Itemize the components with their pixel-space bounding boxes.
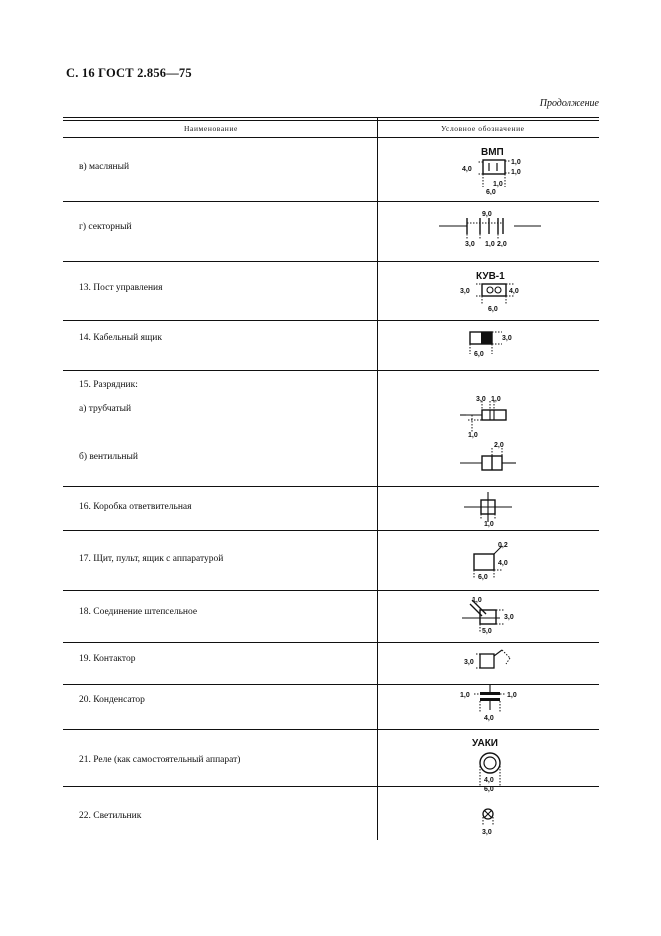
dim-label: 6,0 <box>474 351 484 358</box>
symbol-sector-switch <box>437 205 545 247</box>
dim-label: 4,0 <box>484 715 494 722</box>
row-label-arrester: 15. Разрядник: <box>79 380 138 390</box>
dim-label: 9,0 <box>482 211 492 218</box>
row-divider <box>63 530 599 531</box>
table-top-rule <box>63 117 599 118</box>
dim-label: 3,0 <box>465 241 475 247</box>
symbol-oil-switch <box>455 143 535 195</box>
dim-label: 1,0 <box>460 692 470 699</box>
symbol-oil-label: ВМП <box>481 147 504 158</box>
row-divider <box>63 729 599 730</box>
row-label-oil: в) масляный <box>79 162 130 172</box>
row-divider <box>63 486 599 487</box>
column-divider <box>377 117 378 840</box>
row-label-capacitor: 20. Конденсатор <box>79 695 145 705</box>
row-divider <box>63 201 599 202</box>
symbol-panel <box>468 538 518 582</box>
dim-label: 3,0 <box>460 288 470 295</box>
dim-label: 5,0 <box>482 628 492 635</box>
symbol-relay-label: УАКИ <box>472 738 498 749</box>
dim-label: 1,0 <box>511 169 521 176</box>
dim-label: 1,0 <box>511 159 521 166</box>
dim-label: 0,2 <box>498 542 508 549</box>
page-header: С. 16 ГОСТ 2.856—75 <box>66 66 192 80</box>
column-header-symbol: Условное обозначение <box>441 124 525 133</box>
symbol-junction-box <box>462 490 522 528</box>
row-label-plug-connection: 18. Соединение штепсельное <box>79 607 198 617</box>
row-label-sector: г) секторный <box>79 222 132 232</box>
row-divider <box>63 320 599 321</box>
symbol-control-post-label: КУВ-1 <box>476 271 505 282</box>
dim-label: 3,0 <box>502 335 512 342</box>
column-header-name: Наименование <box>184 124 238 133</box>
row-label-valve-arrester: б) вентильный <box>79 452 138 462</box>
symbol-valve-arrester <box>458 440 520 476</box>
symbol-capacitor <box>458 682 524 724</box>
row-label-panel: 17. Щит, пульт, ящик с аппаратурой <box>79 554 224 564</box>
symbol-contactor <box>462 648 522 676</box>
table-top-rule-thin <box>63 120 599 121</box>
row-label-cable-box: 14. Кабельный ящик <box>79 333 162 343</box>
dim-label: 6,0 <box>484 786 494 793</box>
symbol-control-post <box>458 268 528 314</box>
dim-label: 1,0 <box>484 521 494 528</box>
dim-label: 4,0 <box>484 777 494 784</box>
dim-label: 3,0 <box>482 829 492 836</box>
symbol-cable-box <box>462 326 522 360</box>
dim-label: 3,0 <box>464 659 474 666</box>
dim-label: 6,0 <box>486 189 496 195</box>
row-divider <box>63 370 599 371</box>
dim-label: 3,0 <box>504 614 514 621</box>
dim-label: 1,0 <box>472 597 482 604</box>
dim-label: 2,0 <box>497 241 507 247</box>
row-divider <box>63 261 599 262</box>
row-divider <box>63 786 599 787</box>
symbol-relay <box>468 735 518 795</box>
row-label-relay: 21. Реле (как самостоятельный аппарат) <box>79 755 241 765</box>
row-label-control-post: 13. Пост управления <box>79 283 163 293</box>
row-divider <box>63 590 599 591</box>
dim-label: 4,0 <box>498 560 508 567</box>
symbol-plug-connection <box>460 594 520 636</box>
dim-label: 4,0 <box>462 166 472 173</box>
dim-label: 1,0 <box>493 181 503 188</box>
row-divider <box>63 642 599 643</box>
dim-label: 2,0 <box>494 442 504 449</box>
row-label-contactor: 19. Контактор <box>79 654 136 664</box>
dim-label: 1,0 <box>485 241 495 247</box>
dim-label: 1,0 <box>491 396 501 403</box>
dim-label: 1,0 <box>507 692 517 699</box>
continued-label: Продолжение <box>539 98 599 109</box>
dim-label: 6,0 <box>478 574 488 581</box>
dim-label: 6,0 <box>488 306 498 313</box>
symbol-tube-arrester <box>458 393 520 439</box>
symbol-lamp <box>474 804 510 838</box>
dim-label: 4,0 <box>509 288 519 295</box>
header-rule <box>63 137 599 138</box>
dim-label: 3,0 <box>476 396 486 403</box>
row-label-junction-box: 16. Коробка ответвительная <box>79 502 192 512</box>
dim-label: 1,0 <box>468 432 478 439</box>
row-label-lamp: 22. Светильник <box>79 811 142 821</box>
row-label-tube-arrester: а) трубчатый <box>79 404 132 414</box>
